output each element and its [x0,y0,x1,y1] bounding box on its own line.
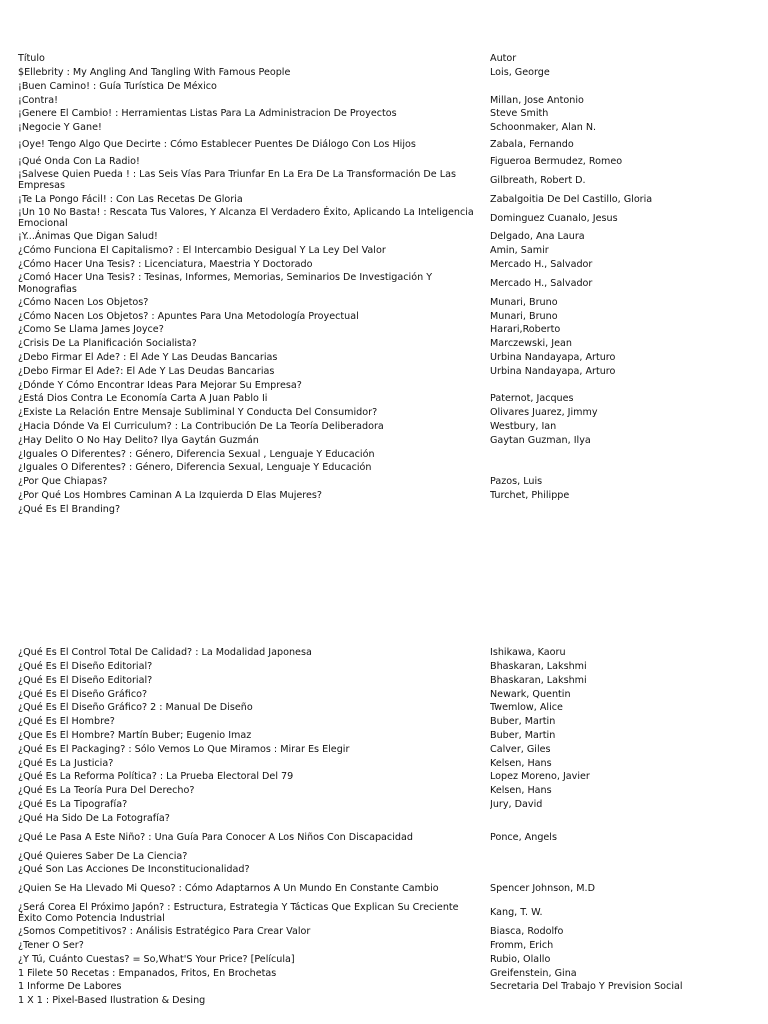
book-title: ¡Te La Pongo Fácil! : Con Las Recetas De Gloria [18,193,243,205]
book-author: Twemlow, Alice [490,702,563,714]
book-author: Millan, Jose Antonio [490,94,584,106]
table-row [18,168,738,192]
book-author: Marczewski, Jean [490,338,572,350]
book-title: ¿Qué Ha Sido De La Fotografía? [18,812,170,824]
table-row [18,475,738,489]
book-title: ¿Qué Es El Packaging? : Sólo Vemos Lo Que Miramos : Mirar Es Elegir [18,743,350,755]
book-author: Buber, Martin [490,730,556,742]
book-title: ¡Oye! Tengo Algo Que Decirte : Cómo Establecer Puentes De Diálogo Con Los Hijos [18,139,416,151]
table-row [18,812,738,826]
book-author: Dominguez Cuanalo, Jesus [490,212,618,224]
book-author: Munari, Bruno [490,296,558,308]
book-title: ¿Debo Firmar El Ade? : El Ade Y Las Deudas Bancarias [18,352,278,364]
book-title: $Ellebrity : My Angling And Tangling With Famous People [18,67,291,79]
table-row [18,258,738,272]
table-row [18,784,738,798]
book-author: Gilbreath, Robert D. [490,174,586,186]
column-header-title: Título [18,53,45,65]
table-header-row [18,52,738,66]
book-title: ¿Por Qué Los Hombres Caminan A La Izquierda D Elas Mujeres? [18,490,322,502]
book-author: Newark, Quentin [490,688,571,700]
book-author: Pazos, Luis [490,476,543,488]
book-author: Steve Smith [490,108,549,120]
table-row [18,138,738,152]
book-title: ¡Un 10 No Basta! : Rescata Tus Valores, Y Alcanza El Verdadero Éxito, Aplicando La Inteligencia Emocional [18,206,474,230]
table-row [18,192,738,206]
table-row [18,674,738,688]
book-author: Urbina Nandayapa, Arturo [490,365,616,377]
book-author: Kang, T. W. [490,907,543,919]
book-title: ¿Que Es El Hombre? Martín Buber; Eugenio Imaz [18,730,252,742]
table-row [18,420,738,434]
table-row [18,901,738,925]
book-title: 1 Filete 50 Recetas : Empanados, Fritos, En Brochetas [18,967,277,979]
book-title: ¿Cómo Funciona El Capitalismo? : El Intercambio Desigual Y La Ley Del Valor [18,245,386,257]
book-title: ¿Debo Firmar El Ade?: El Ade Y Las Deudas Bancarias [18,365,275,377]
table-row [18,434,738,448]
book-author: Lois, George [490,67,550,79]
table-row [18,798,738,812]
table-row [18,489,738,503]
book-title: 1 X 1 : Pixel-Based Ilustration & Desing [18,995,206,1007]
book-title: ¿Quien Se Ha Llevado Mi Queso? : Cómo Adaptarnos A Un Mundo En Constante Cambio [18,883,439,895]
column-header-author: Autor [490,53,517,65]
book-author: Kelsen, Hans [490,757,552,769]
book-title: ¿Será Corea El Próximo Japón? : Estructura, Estrategia Y Tácticas Que Explican Su Creciente Éxito Como Potencia Industrial [18,901,459,924]
book-title: ¿Qué Son Las Acciones De Inconstitucionalidad? [18,864,250,876]
table-row [18,309,738,323]
book-title: ¿Iguales O Diferentes? : Género, Diferencia Sexual, Lenguaje Y Educación [18,462,372,474]
book-author: Gaytan Guzman, Ilya [490,434,591,446]
book-author: Mercado H., Salvador [490,277,593,289]
book-title: ¡Buen Camino! : Guía Turística De México [18,80,217,92]
book-title: ¿Hay Delito O No Hay Delito? Ilya Gaytán Guzmán [18,434,259,446]
book-title: ¡Negocie Y Gane! [18,122,102,134]
book-author: Jury, David [490,799,543,811]
table-row [18,351,738,365]
table-row [18,756,738,770]
book-author: Urbina Nandayapa, Arturo [490,352,616,364]
book-title: ¿Qué Es La Justicia? [18,757,114,769]
book-title: ¿Qué Es El Diseño Editorial? [18,661,153,673]
book-title: ¿Qué Es El Branding? [18,503,121,515]
book-title: ¿Iguales O Diferentes? : Género, Diferencia Sexual , Lenguaje Y Educación [18,448,375,460]
table-row [18,877,738,901]
book-title: ¿Por Que Chiapas? [18,476,108,488]
book-title: ¡Qué Onda Con La Radio! [18,155,140,167]
book-author: Kelsen, Hans [490,785,552,797]
book-title: ¿Crisis De La Planificación Socialista? [18,338,197,350]
book-author: Zabala, Fernando [490,139,574,151]
book-title: ¿Y Tú, Cuánto Cuestas? = So,What'S Your Price? [Película] [18,953,295,965]
book-title: ¿Qué Es El Hombre? [18,716,115,728]
book-title: ¿Cómo Hacer Una Tesis? : Licenciatura, Maestria Y Doctorado [18,259,313,271]
book-author: Rubio, Olallo [490,953,551,965]
table-row [18,378,738,392]
book-author: Lopez Moreno, Javier [490,771,590,783]
book-title: ¿Qué Es La Tipografía? [18,799,128,811]
table-row [18,80,738,94]
book-title: ¡Genere El Cambio! : Herramientas Listas Para La Administracion De Proyectos [18,108,397,120]
book-title: ¿Qué Quieres Saber De La Ciencia? [18,850,188,862]
book-author: Delgado, Ana Laura [490,231,585,243]
book-author: Westbury, Ian [490,421,557,433]
catalog-table-part-2 [18,646,738,1008]
table-row [18,701,738,715]
table-row [18,392,738,406]
book-author: Munari, Bruno [490,310,558,322]
table-row [18,660,738,674]
table-row [18,323,738,337]
book-title: ¿Qué Es El Diseño Editorial? [18,674,153,686]
book-title: ¿Qué Es La Teoría Pura Del Derecho? [18,785,195,797]
table-row [18,863,738,877]
book-author: Bhaskaran, Lakshmi [490,661,587,673]
book-title: 1 Informe De Labores [18,981,122,993]
catalog-table-part-1 [18,52,738,516]
book-author: Biasca, Rodolfo [490,926,564,938]
table-row [18,272,738,296]
book-title: ¡Salvese Quien Pueda ! : Las Seis Vías Para Triunfar En La Era De La Transformación De Las Empresas [18,169,456,192]
book-title: ¿Qué Es El Diseño Gráfico? 2 : Manual De Diseño [18,702,253,714]
book-author: Spencer Johnson, M.D [490,883,595,895]
book-author: Fromm, Erich [490,940,554,952]
book-title: ¿Qué Es El Control Total De Calidad? : La Modalidad Japonesa [18,647,312,659]
book-author: Mercado H., Salvador [490,259,593,271]
table-row [18,503,738,517]
table-row [18,939,738,953]
table-row [18,296,738,310]
book-title: ¿Existe La Relación Entre Mensaje Subliminal Y Conducta Del Consumidor? [18,407,378,419]
table-row [18,729,738,743]
book-title: ¿Comó Hacer Una Tesis? : Tesinas, Informes, Memorias, Seminarios De Investigación Y Monografias [18,272,433,295]
table-row [18,447,738,461]
table-row [18,206,738,230]
book-author: Harari,Roberto [490,324,561,336]
table-row [18,337,738,351]
table-row [18,849,738,863]
book-title: ¡Contra! [18,94,58,106]
table-row [18,980,738,994]
book-author: Schoonmaker, Alan N. [490,122,597,134]
book-title: ¿Qué Le Pasa A Este Niño? : Una Guía Para Conocer A Los Niños Con Discapacidad [18,831,413,843]
book-author: Amin, Samir [490,245,549,257]
book-title: ¿Tener O Ser? [18,940,84,952]
table-row [18,966,738,980]
table-row [18,715,738,729]
table-row [18,406,738,420]
table-row [18,925,738,939]
book-title: ¿Está Dios Contra Le Economía Carta A Juan Pablo Ii [18,393,268,405]
table-row [18,687,738,701]
book-author: Greifenstein, Gina [490,967,577,979]
book-author: Calver, Giles [490,743,551,755]
table-row [18,646,738,660]
book-title: ¿Cómo Nacen Los Objetos? : Apuntes Para Una Metodología Proyectual [18,310,359,322]
book-author: Paternot, Jacques [490,393,574,405]
table-row [18,93,738,107]
book-author: Figueroa Bermudez, Romeo [490,155,623,167]
book-author: Zabalgoitia De Del Castillo, Gloria [490,193,653,205]
book-title: ¿Qué Es El Diseño Gráfico? [18,688,148,700]
table-row [18,743,738,757]
table-row [18,66,738,80]
book-author: Ponce, Angels [490,831,557,843]
book-author: Bhaskaran, Lakshmi [490,674,587,686]
book-title: ¿Cómo Nacen Los Objetos? [18,296,149,308]
table-row [18,825,738,849]
table-row [18,994,738,1008]
book-author: Secretaria Del Trabajo Y Prevision Social [490,981,683,993]
book-author: Olivares Juarez, Jimmy [490,407,598,419]
book-title: ¡Y...Ánimas Que Digan Salud! [18,231,158,243]
table-row [18,107,738,121]
book-title: ¿Qué Es La Reforma Política? : La Prueba Electoral Del 79 [18,771,294,783]
book-author: Buber, Martin [490,716,556,728]
table-row [18,461,738,475]
book-author: Turchet, Philippe [490,490,570,502]
table-row [18,244,738,258]
book-title: ¿Hacia Dónde Va El Curriculum? : La Contribución De La Teoría Deliberadora [18,421,384,433]
book-title: ¿Dónde Y Cómo Encontrar Ideas Para Mejorar Su Empresa? [18,379,302,391]
book-title: ¿Como Se Llama James Joyce? [18,324,164,336]
table-row [18,770,738,784]
table-row [18,121,738,135]
table-row [18,155,738,169]
table-row [18,230,738,244]
table-row [18,953,738,967]
book-author: Ishikawa, Kaoru [490,647,566,659]
book-title: ¿Somos Competitivos? : Análisis Estratégico Para Crear Valor [18,926,311,938]
table-row [18,365,738,379]
